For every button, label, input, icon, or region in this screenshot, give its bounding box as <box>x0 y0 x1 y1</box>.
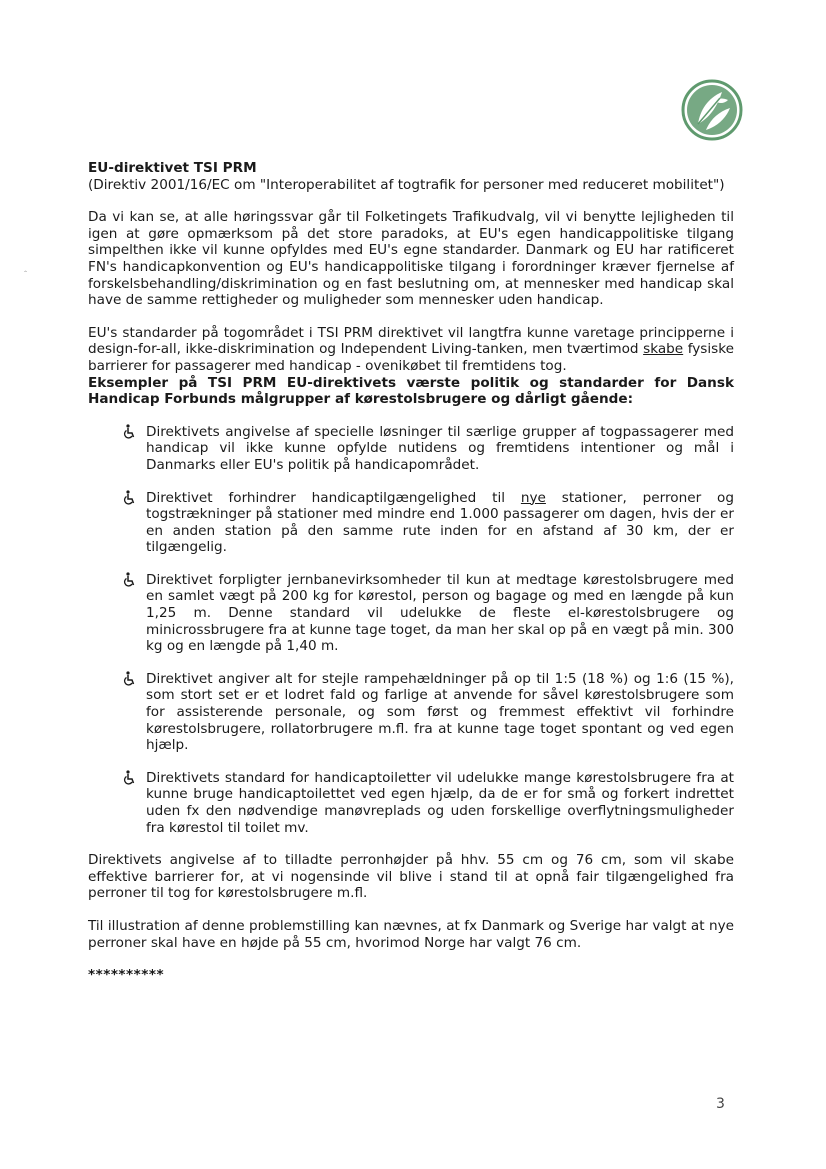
leaf-logo-icon <box>680 76 744 144</box>
document-subtitle: (Direktiv 2001/16/EC om "Interoperabilitet af togtrafik for personer med reduceret mobilitet") <box>88 176 725 193</box>
list-item <box>88 572 734 655</box>
paragraph-platform-heights: Direktivets angivelse af to tilladte perronhøjder på hhv. 55 cm og 76 cm, som vil skabe effektive barrierer for, at vi nogensinde vil blive i stand til at opnå fair tilgængelighed fra perroner til tog for kørestolsbrugere m.fl. <box>88 852 734 902</box>
document-body <box>88 160 734 984</box>
examples-list <box>88 424 734 836</box>
list-item <box>88 490 734 556</box>
separator: ********** <box>88 967 165 984</box>
wheelchair-icon <box>122 490 136 505</box>
underlined-word-nye: nye <box>520 489 546 506</box>
bullet-text <box>146 490 734 556</box>
bullet-text-start: Direktivet forhindrer handicaptilgængelighed til <box>146 489 521 506</box>
wheelchair-icon <box>122 770 136 785</box>
margin-mark: ꞈ <box>24 263 27 273</box>
list-item <box>88 424 734 474</box>
bullet-text: Direktivets standard for handicaptoiletter vil udelukke mange kørestolsbrugere fra at kunne bruge handicaptoilettet ved egen hjælp, da de er for små og forkert indrettet uden fx den nødvendige manøvreplads og uden forskellige overflytningsmuligheder fra kørestol til toilet mv. <box>146 769 734 836</box>
bullet-text: Direktivets angivelse af specielle løsninger til særlige grupper af togpassagerer med handicap vil ikke kunne opfylde nutidens og fremtidens intentioner og mål i Danmarks eller EU's politik på handicapområdet. <box>146 423 734 473</box>
paragraph-illustration: Til illustration af denne problemstilling kan nævnes, at fx Danmark og Sverige har valgt at nye perroner skal have en højde på 55 cm, hvorimod Norge har valgt 76 cm. <box>88 917 734 951</box>
underlined-word-skabe: skabe <box>643 341 684 358</box>
bullet-text-end: stationer, perroner og togstrækninger på stationer med mindre end 1.000 passagerer om dagen, hvis der er en anden station på den samme rute inden for en afstand af 30 km, der er tilgængelig. <box>146 489 734 556</box>
page-number: 3 <box>716 1096 725 1112</box>
paragraph-intro: Da vi kan se, at alle høringssvar går til Folketingets Trafikudvalg, vil vi benytte lejligheden til igen at gøre opmærksom på det store paradoks, at EU's egen handicappolitiske tilgang simpelthen ikke vil kunne opfyldes med EU's egne standarder. Danmark og EU har ratificeret FN's handicapkonvention og EU's handicappolitiske tilgang i forordninger kræver fjernelse af forskelsbehandling/diskrimination og en fast beslutning om, at mennesker med handicap skal have de samme rettigheder og muligheder som mennesker uden handicap. <box>88 209 734 309</box>
paragraph-standards <box>88 325 734 375</box>
wheelchair-icon <box>122 572 136 587</box>
wheelchair-icon <box>122 424 136 439</box>
document-title: EU-direktivet TSI PRM <box>88 160 257 176</box>
list-item <box>88 671 734 754</box>
examples-heading: Eksempler på TSI PRM EU-direktivets værste politik og standarder for Dansk Handicap Forbunds målgrupper af kørestolsbrugere og dårligt gående: <box>88 374 734 408</box>
list-item <box>88 770 734 836</box>
paragraph-standards-text: EU's standarder på togområdet i TSI PRM direktivet vil langtfra kunne varetage principperne i design-for-all, ikke-diskrimination og Independent Living-tanken, men tværtimod <box>88 324 734 358</box>
wheelchair-icon <box>122 671 136 686</box>
bullet-text: Direktivet forpligter jernbanevirksomheder til kun at medtage kørestolsbrugere med en samlet vægt på 200 kg for kørestol, person og bagage og med en længde på kun 1,25 m. Denne standard vil udelukke de fleste el-kørestolsbrugere og minicrossbrugere fra at kunne tage toget, da man her skal op på en vægt på min. 300 kg og en længde på 1,40 m. <box>146 571 734 655</box>
bullet-text: Direktivet angiver alt for stejle rampehældninger på op til 1:5 (18 %) og 1:6 (15 %), som stort set er et lodret fald og farlige at anvende for såvel kørestolsbrugere som for assisterende personale, og som først og fremmest effektivt vil forhindre kørestolsbrugere, rollatorbrugere m.fl. fra at kunne tage toget spontant og ved egen hjælp. <box>146 670 734 754</box>
paragraph-standards-text-end: fysiske barrierer for passagerer med handicap - ovenikøbet til fremtidens tog. <box>88 341 734 374</box>
